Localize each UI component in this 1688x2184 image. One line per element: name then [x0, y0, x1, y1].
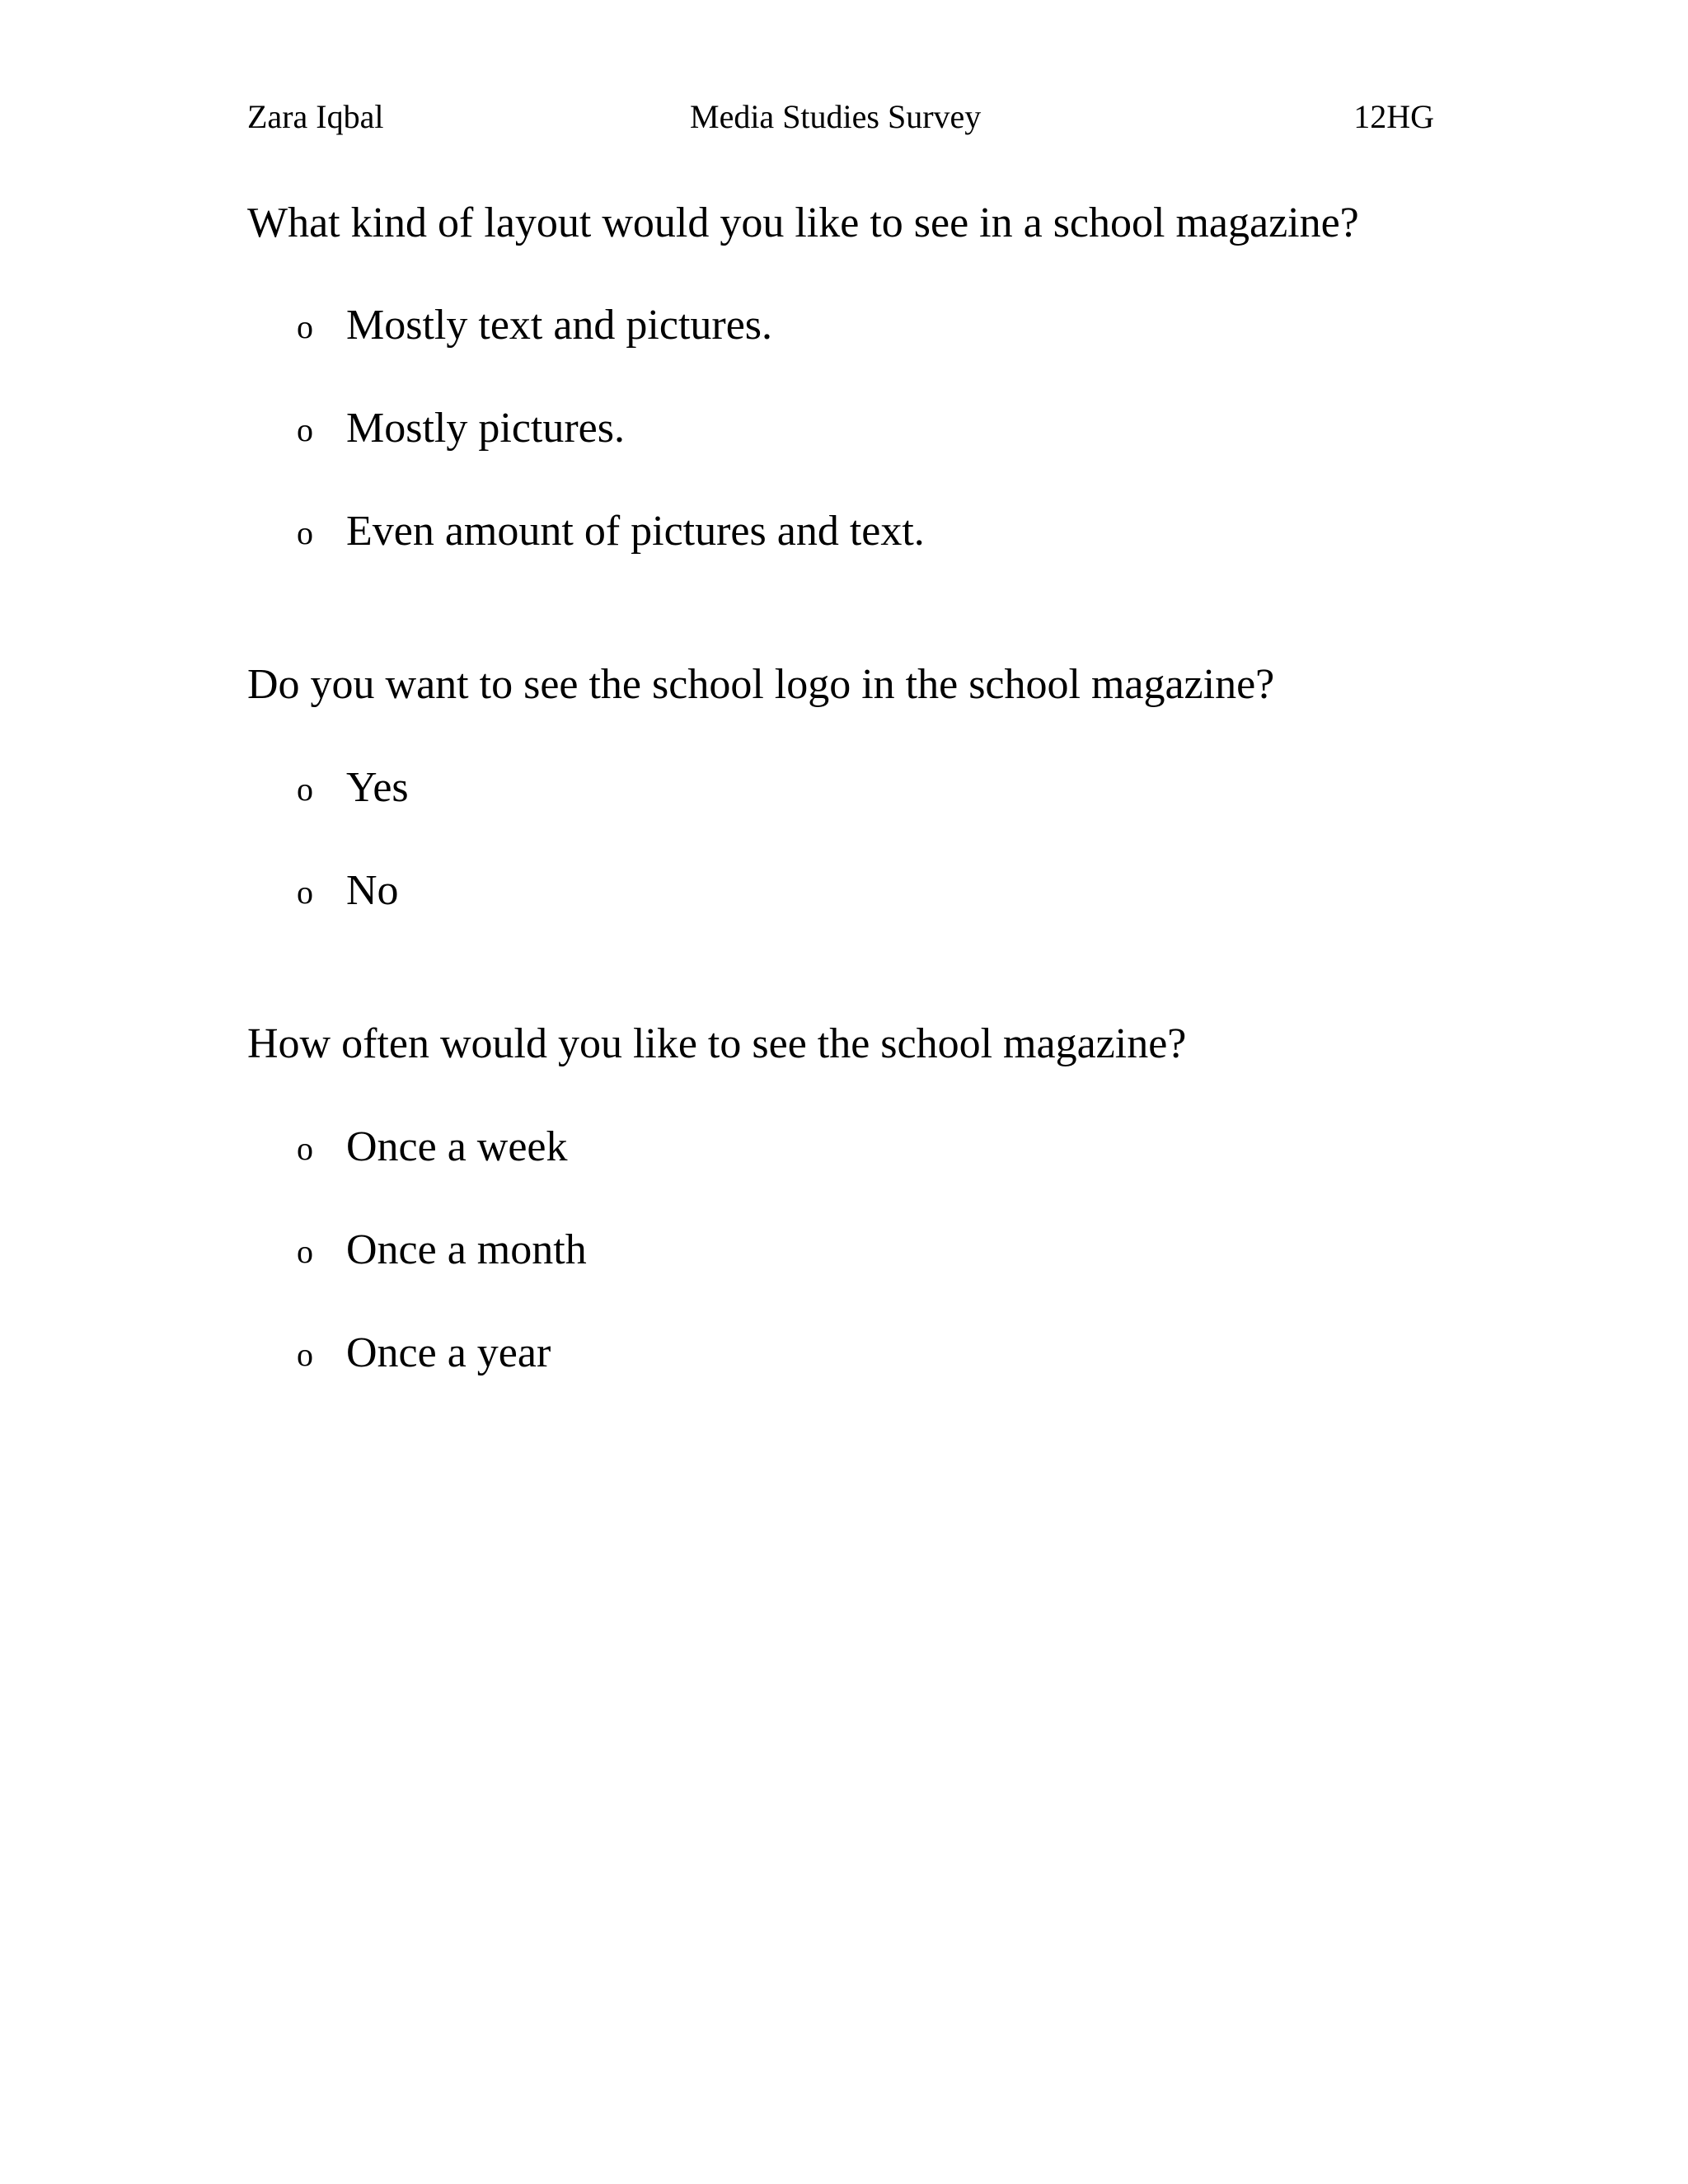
option-item[interactable]: [247, 1122, 1434, 1173]
option-label: Once a month: [346, 1226, 587, 1273]
option-item[interactable]: [247, 300, 1434, 351]
option-item[interactable]: [247, 403, 1434, 454]
option-list: [247, 1122, 1434, 1379]
circle-bullet-icon: o: [297, 771, 313, 808]
circle-bullet-icon: o: [297, 874, 313, 911]
option-item[interactable]: [247, 865, 1434, 916]
option-label: Even amount of pictures and text.: [346, 508, 925, 555]
student-name: Zara Iqbal: [247, 98, 384, 135]
option-label: Mostly text and pictures.: [346, 302, 773, 349]
option-item[interactable]: [247, 762, 1434, 813]
circle-bullet-icon: o: [297, 308, 313, 345]
survey-content: [247, 198, 1434, 1379]
circle-bullet-icon: o: [297, 411, 313, 448]
circle-bullet-icon: o: [297, 1233, 313, 1270]
question-text: How often would you like to see the school magazine?: [247, 1020, 1187, 1067]
page-header: [247, 92, 1434, 142]
option-label: Mostly pictures.: [346, 405, 625, 452]
option-item[interactable]: [247, 1225, 1434, 1276]
option-list: [247, 762, 1434, 916]
question-section-layout: [247, 198, 1434, 557]
question-text: What kind of layout would you like to see in a school magazine?: [247, 199, 1359, 246]
option-label: Once a year: [346, 1329, 551, 1376]
document-title: Media Studies Survey: [690, 98, 982, 135]
circle-bullet-icon: o: [297, 1336, 313, 1373]
option-label: No: [346, 867, 399, 914]
question-section-frequency: [247, 1019, 1434, 1379]
option-list: [247, 300, 1434, 557]
option-item[interactable]: [247, 506, 1434, 557]
option-item[interactable]: [247, 1328, 1434, 1379]
class-code: 12HG: [1353, 98, 1434, 135]
circle-bullet-icon: o: [297, 1130, 313, 1167]
option-label: Yes: [346, 764, 409, 811]
option-label: Once a week: [346, 1123, 568, 1170]
question-text: Do you want to see the school logo in the school magazine?: [247, 661, 1275, 708]
question-section-logo: [247, 659, 1434, 916]
circle-bullet-icon: o: [297, 514, 313, 551]
